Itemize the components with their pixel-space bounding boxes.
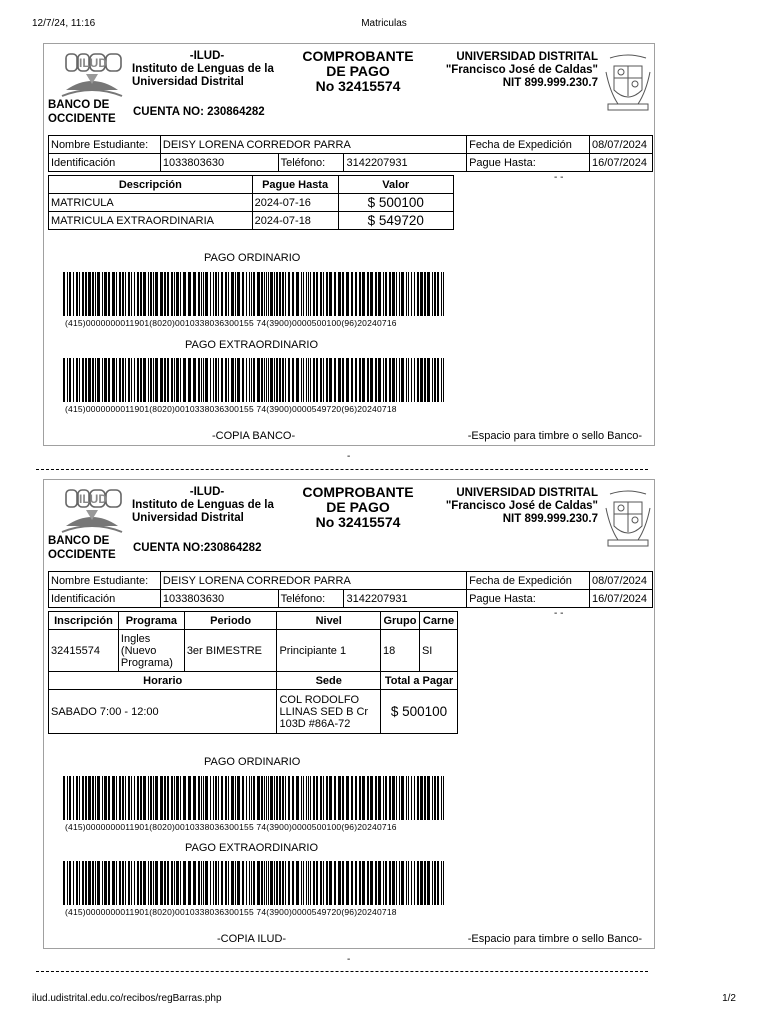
- id-label: Identificación: [49, 590, 161, 608]
- separator-mark: -: [347, 451, 351, 462]
- ilud-logo: [56, 50, 128, 102]
- university-name: UNIVERSIDAD DISTRITAL: [456, 487, 598, 499]
- university-info: [442, 487, 598, 526]
- account-number: CUENTA NO:230864282: [133, 542, 262, 554]
- phone-label: Teléfono:: [278, 154, 344, 172]
- account-number: CUENTA NO: 230864282: [133, 106, 265, 118]
- university-subtitle: "Francisco José de Caldas": [445, 64, 598, 76]
- col-valor: Valor: [338, 176, 454, 194]
- enrollment-table: [48, 611, 458, 734]
- issue-date-label: Fecha de Expedición: [467, 572, 590, 590]
- separator-mark: -: [347, 954, 351, 965]
- barcode-ordinario: [63, 776, 447, 820]
- col-pague-hasta: Pague Hasta: [252, 176, 338, 194]
- row-date: 2024-07-16: [252, 194, 338, 212]
- table-row: [49, 194, 454, 212]
- total-value: $ 500100: [380, 690, 457, 734]
- print-title: Matriculas: [361, 18, 407, 29]
- id-label: Identificación: [49, 154, 161, 172]
- row-value: $ 500100: [338, 194, 454, 212]
- ilud-acronym: -ILUD-: [189, 486, 225, 498]
- pay-until-label: Pague Hasta:: [467, 154, 590, 172]
- copy-label: -COPIA ILUD-: [217, 933, 287, 945]
- student-name-value: DEISY LORENA CORREDOR PARRA: [160, 136, 466, 154]
- programa-value: Ingles (Nuevo Programa): [118, 630, 184, 672]
- comprobante-title: [292, 49, 424, 94]
- university-seal-icon: [604, 488, 652, 548]
- barcode-extraordinario-text: (415)0000000011901(8020)0010338036300155 74(3900)0000549720(96)20240718: [65, 404, 397, 414]
- row-desc: MATRICULA EXTRAORDINARIA: [49, 212, 253, 230]
- carne-value: SI: [419, 630, 457, 672]
- dashes-mark: - -: [554, 172, 564, 183]
- print-datetime: 12/7/24, 11:16: [32, 18, 96, 29]
- bank-name: [48, 534, 128, 562]
- cut-line: [36, 971, 648, 972]
- bank-name-line2: OCCIDENTE: [48, 113, 116, 125]
- bank-name: [48, 98, 128, 126]
- comprobante-title: [292, 485, 424, 530]
- col-nivel: Nivel: [277, 612, 381, 630]
- stamp-space-label: -Espacio para timbre o sello Banco-: [467, 933, 642, 945]
- ilud-name-line1: Instituto de Lenguas de la: [132, 63, 274, 75]
- university-nit: NIT 899.999.230.7: [502, 77, 598, 89]
- id-value: 1033803630: [160, 154, 278, 172]
- pay-until-label: Pague Hasta:: [467, 590, 590, 608]
- table-row: [49, 212, 454, 230]
- copy-label: -COPIA BANCO-: [212, 430, 296, 442]
- svg-text:ILUD: ILUD: [79, 56, 107, 70]
- inscripcion-value: 32415574: [49, 630, 119, 672]
- pago-ordinario-label: PAGO ORDINARIO: [204, 756, 301, 768]
- pago-extraordinario-label: PAGO EXTRAORDINARIO: [185, 842, 319, 854]
- dashes-mark: - -: [554, 608, 564, 619]
- id-value: 1033803630: [160, 590, 278, 608]
- pay-until-value: 16/07/2024: [589, 590, 652, 608]
- col-programa: Programa: [118, 612, 184, 630]
- university-seal-icon: [604, 52, 652, 112]
- payment-table: [48, 175, 454, 230]
- pago-extraordinario-label: PAGO EXTRAORDINARIO: [185, 339, 319, 351]
- print-page-number: 1/2: [722, 993, 736, 1004]
- svg-text:ILUD: ILUD: [79, 492, 107, 506]
- issue-date-label: Fecha de Expedición: [467, 136, 590, 154]
- comprobante-line2: DE PAGO: [326, 499, 390, 515]
- print-footer: [32, 993, 736, 1007]
- print-url: ilud.udistrital.edu.co/recibos/regBarras.php: [32, 993, 222, 1004]
- ilud-logo: [56, 486, 128, 538]
- bank-name-line2: OCCIDENTE: [48, 549, 116, 561]
- issue-date-value: 08/07/2024: [589, 136, 652, 154]
- barcode-ordinario: [63, 272, 447, 316]
- sede-value: COL RODOLFO LLINAS SED B Cr 103D #86A-72: [277, 690, 381, 734]
- periodo-value: 3er BIMESTRE: [184, 630, 277, 672]
- ilud-title: [132, 50, 282, 89]
- student-info-table: [48, 135, 653, 172]
- stamp-space-label: -Espacio para timbre o sello Banco-: [467, 430, 642, 442]
- pago-ordinario-label: PAGO ORDINARIO: [204, 252, 301, 264]
- barcode-extraordinario: [63, 358, 447, 402]
- phone-value: 3142207931: [344, 590, 467, 608]
- barcode-ordinario-text: (415)0000000011901(8020)0010338036300155 74(3900)0000500100(96)20240716: [65, 822, 397, 832]
- row-date: 2024-07-18: [252, 212, 338, 230]
- ilud-name-line1: Instituto de Lenguas de la: [132, 499, 274, 511]
- university-info: [442, 51, 598, 90]
- barcode-extraordinario: [63, 861, 447, 905]
- issue-date-value: 08/07/2024: [589, 572, 652, 590]
- nivel-value: Principiante 1: [277, 630, 381, 672]
- student-name-value: DEISY LORENA CORREDOR PARRA: [160, 572, 466, 590]
- barcode-extraordinario-text: (415)0000000011901(8020)0010338036300155 74(3900)0000549720(96)20240718: [65, 907, 397, 917]
- student-info-table: [48, 571, 653, 608]
- col-horario: Horario: [49, 672, 277, 690]
- row-desc: MATRICULA: [49, 194, 253, 212]
- col-descripcion: Descripción: [49, 176, 253, 194]
- grupo-value: 18: [380, 630, 419, 672]
- barcode-ordinario-text: (415)0000000011901(8020)0010338036300155 74(3900)0000500100(96)20240716: [65, 318, 397, 328]
- student-name-label: Nombre Estudiante:: [49, 572, 161, 590]
- receipt-copy-bank: [43, 43, 655, 446]
- bank-name-line1: BANCO DE: [48, 535, 110, 547]
- university-nit: NIT 899.999.230.7: [502, 513, 598, 525]
- university-name: UNIVERSIDAD DISTRITAL: [456, 51, 598, 63]
- ilud-title: [132, 486, 282, 525]
- university-subtitle: "Francisco José de Caldas": [445, 500, 598, 512]
- bank-name-line1: BANCO DE: [48, 99, 110, 111]
- col-total: Total a Pagar: [380, 672, 457, 690]
- col-inscripcion: Inscripción: [49, 612, 119, 630]
- table-row: [49, 690, 458, 734]
- phone-value: 3142207931: [344, 154, 467, 172]
- print-header: [32, 18, 736, 32]
- ilud-name-line2: Universidad Distrital: [132, 512, 244, 524]
- phone-label: Teléfono:: [278, 590, 344, 608]
- comprobante-line2: DE PAGO: [326, 63, 390, 79]
- col-grupo: Grupo: [380, 612, 419, 630]
- student-name-label: Nombre Estudiante:: [49, 136, 161, 154]
- horario-value: SABADO 7:00 - 12:00: [49, 690, 277, 734]
- row-value: $ 549720: [338, 212, 454, 230]
- col-carne: Carne: [419, 612, 457, 630]
- col-periodo: Periodo: [184, 612, 277, 630]
- ilud-name-line2: Universidad Distrital: [132, 76, 244, 88]
- table-row: [49, 630, 458, 672]
- comprobante-line1: COMPROBANTE: [302, 48, 414, 64]
- col-sede: Sede: [277, 672, 381, 690]
- ilud-acronym: -ILUD-: [189, 50, 225, 62]
- pay-until-value: 16/07/2024: [589, 154, 652, 172]
- receipt-copy-ilud: [43, 479, 655, 949]
- comprobante-number: No 32415574: [315, 514, 401, 530]
- comprobante-number: No 32415574: [315, 78, 401, 94]
- comprobante-line1: COMPROBANTE: [302, 484, 414, 500]
- cut-line: [36, 469, 648, 470]
